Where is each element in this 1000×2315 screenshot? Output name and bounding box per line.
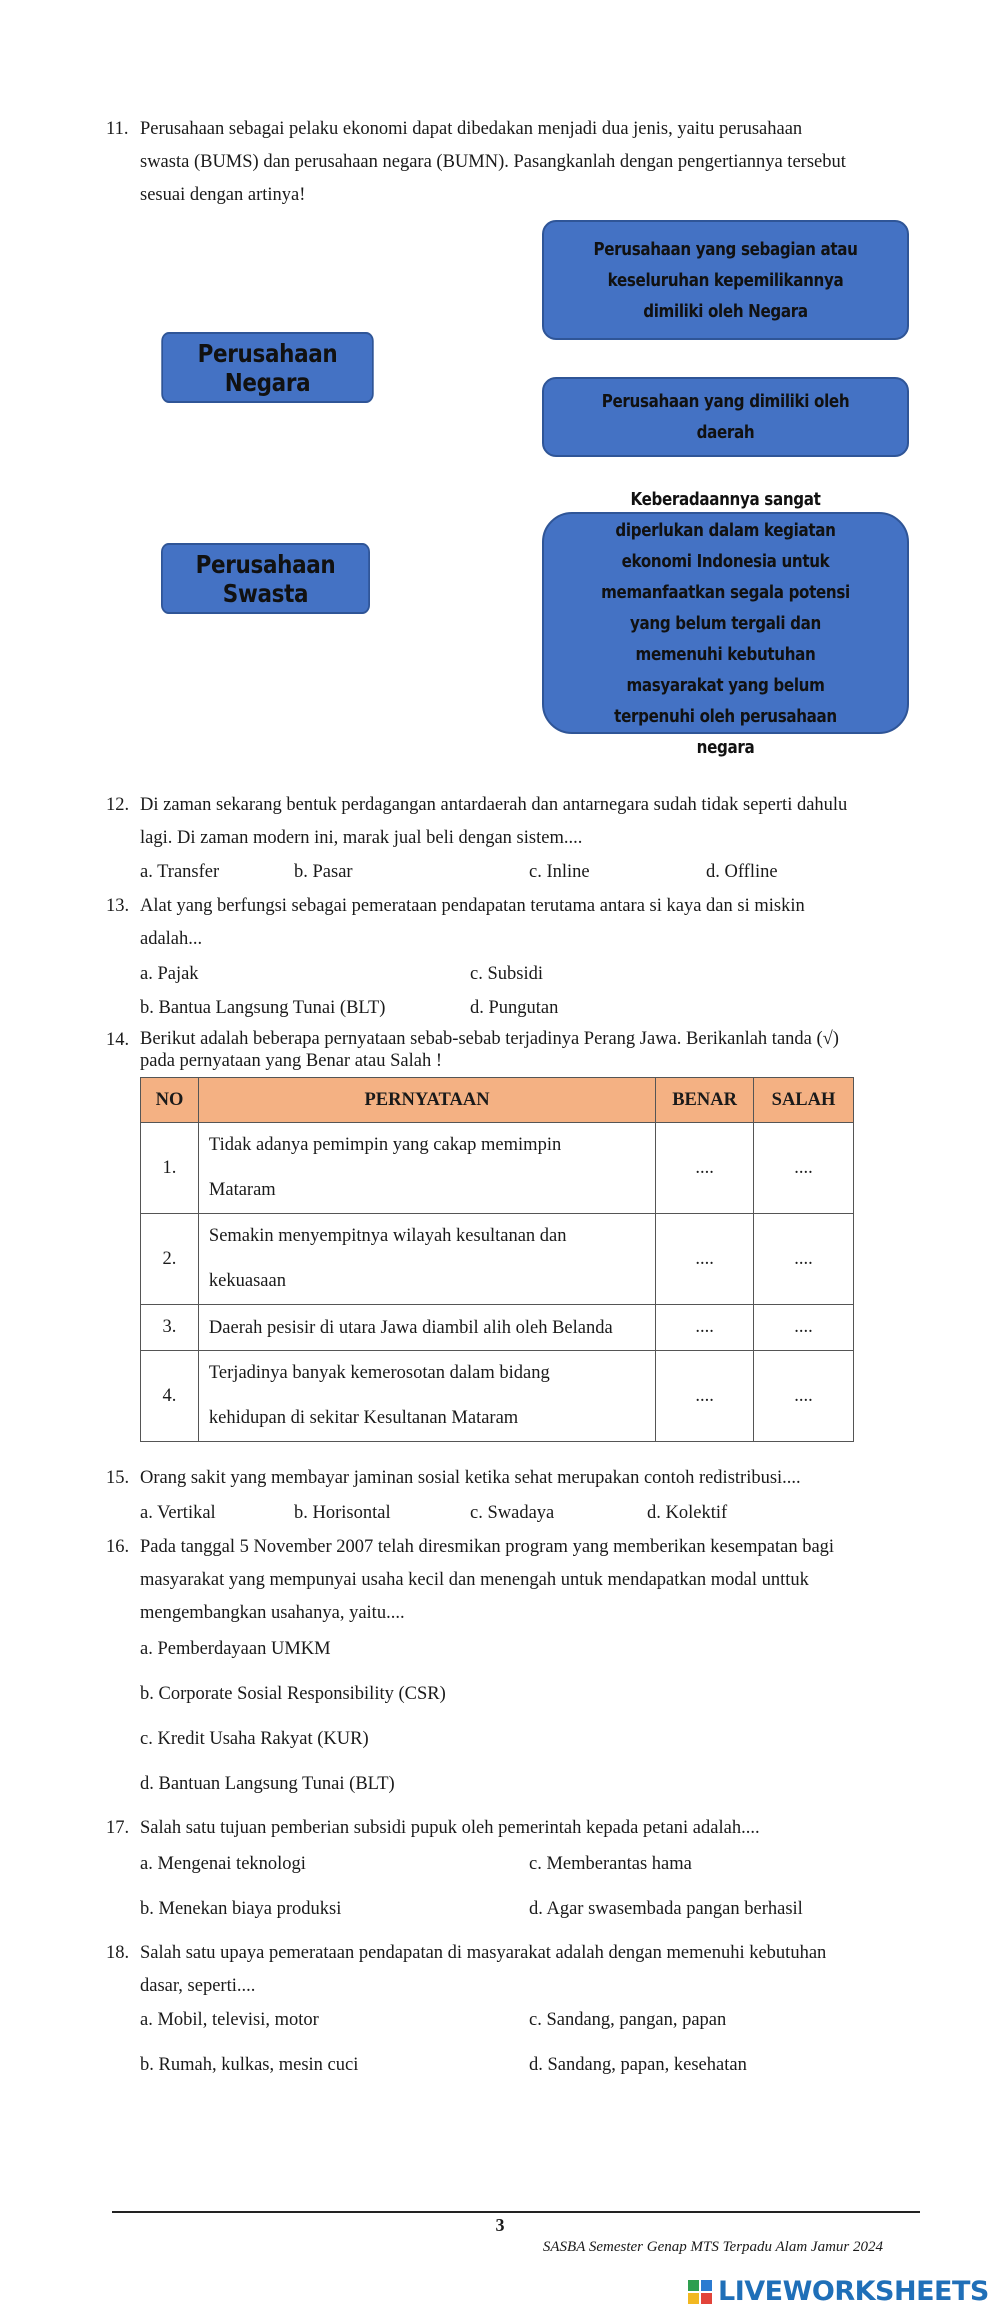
table-row [141,1214,854,1305]
match-target-box-3[interactable]: Keberadaannya sangat diperlukan dalam kegiatan ekonomi Indonesia untuk memanfaatkan segala potensi yang belum tergali dan memenuhi kebutuhan masyarakat yang belum terpenuhi oleh perusahaan negara [542,512,909,734]
statement-cell: Terjadinya banyak kemerosotan dalam bidang kehidupan di sekitar Kesultanan Mataram [198,1351,655,1442]
statement-table [140,1077,854,1442]
option-a[interactable]: a. Mengenai teknologi [140,1854,306,1874]
option-d[interactable]: d. Agar swasembada pangan berhasil [529,1899,803,1919]
table-header-row [141,1078,854,1123]
question-14-text: Berikut adalah beberapa pernyataan sebab-sebab terjadinya Perang Jawa. Berikanlah tanda (√) pada pernyataan yang Benar atau Salah ! [140,1029,839,1071]
option-c[interactable]: c. Sandang, pangan, papan [529,2010,727,2030]
option-c[interactable]: c. Kredit Usaha Rakyat (KUR) [140,1729,369,1749]
statement-cell: Daerah pesisir di utara Jawa diambil alih oleh Belanda [198,1305,655,1351]
option-b[interactable]: b. Pasar [294,862,353,882]
option-a[interactable]: a. Pemberdayaan UMKM [140,1639,331,1659]
option-d[interactable]: d. Bantuan Langsung Tunai (BLT) [140,1774,395,1794]
match-target-box-1[interactable]: Perusahaan yang sebagian atau keseluruhan kepemilikannya dimiliki oleh Negara [542,220,909,340]
question-11-text: Perusahaan sebagai pelaku ekonomi dapat dibedakan menjadi dua jenis, yaitu perusahaan swasta (BUMS) dan perusahaan negara (BUMN). Pasangkanlah dengan pengertiannya tersebut sesuai dengan artinya! [140,119,846,205]
header-benar: BENAR [656,1078,754,1123]
option-b[interactable]: b. Rumah, kulkas, mesin cuci [140,2055,359,2075]
question-number: 17. [106,1818,130,1838]
option-b[interactable]: b. Bantua Langsung Tunai (BLT) [140,998,386,1018]
row-number: 3. [141,1305,199,1351]
liveworksheets-logo[interactable] [688,2276,989,2307]
question-number: 13. [106,896,130,916]
option-a[interactable]: a. Transfer [140,862,220,882]
row-number: 2. [141,1214,199,1305]
option-d[interactable]: d. Sandang, papan, kesehatan [529,2055,747,2075]
question-12-text: Di zaman sekarang bentuk perdagangan antardaerah dan antarnegara sudah tidak seperti dahulu lagi. Di zaman modern ini, marak jual beli dengan sistem.... [140,795,848,848]
option-d[interactable]: d. Kolektif [647,1503,728,1523]
question-number: 15. [106,1468,130,1488]
question-15-text: Orang sakit yang membayar jaminan sosial ketika sehat merupakan contoh redistribusi.... [140,1468,801,1488]
benar-cell[interactable]: .... [656,1123,754,1214]
question-17-text: Salah satu tujuan pemberian subsidi pupuk oleh pemerintah kepada petani adalah.... [140,1818,760,1838]
option-c[interactable]: c. Swadaya [470,1503,555,1523]
match-source-box-negara[interactable]: Perusahaan Negara [161,332,373,403]
question-number: 18. [106,1943,130,1963]
salah-cell[interactable]: .... [754,1214,854,1305]
row-number: 1. [141,1123,199,1214]
question-number: 11. [106,119,129,139]
option-d[interactable]: d. Offline [706,862,778,882]
option-b[interactable]: b. Menekan biaya produksi [140,1899,342,1919]
question-18-text: Salah satu upaya pemerataan pendapatan di masyarakat adalah dengan memenuhi kebutuhan dasar, seperti.... [140,1943,827,1996]
option-a[interactable]: a. Vertikal [140,1503,216,1523]
match-source-box-swasta[interactable]: Perusahaan Swasta [161,543,370,614]
table-row [141,1305,854,1351]
table-row [141,1351,854,1442]
liveworksheets-logo-text: LIVEWORKSHEETS [718,2276,989,2307]
option-b[interactable]: b. Corporate Sosial Responsibility (CSR) [140,1684,446,1704]
option-b[interactable]: b. Horisontal [294,1503,391,1523]
statement-cell: Semakin menyempitnya wilayah kesultanan dan kekuasaan [198,1214,655,1305]
question-13-text: Alat yang berfungsi sebagai pemerataan pendapatan terutama antara si kaya dan si miskin adalah... [140,896,805,949]
liveworksheets-logo-icon [688,2280,712,2304]
option-c[interactable]: c. Inline [529,862,590,882]
option-a[interactable]: a. Pajak [140,964,199,984]
footer-divider [112,2211,920,2213]
footer-exam-title: SASBA Semester Genap MTS Terpadu Alam Jamur 2024 [542,2239,883,2255]
option-d[interactable]: d. Pungutan [470,998,559,1018]
salah-cell[interactable]: .... [754,1351,854,1442]
header-salah: SALAH [754,1078,854,1123]
header-pernyataan: PERNYATAAN [198,1078,655,1123]
header-no: NO [141,1078,199,1123]
benar-cell[interactable]: .... [656,1351,754,1442]
benar-cell[interactable]: .... [656,1214,754,1305]
salah-cell[interactable]: .... [754,1123,854,1214]
page-number: 3 [495,2215,505,2235]
question-number: 16. [106,1537,130,1557]
question-number: 12. [106,795,130,815]
question-number: 14. [106,1030,130,1050]
option-a[interactable]: a. Mobil, televisi, motor [140,2010,319,2030]
salah-cell[interactable]: .... [754,1305,854,1351]
match-target-box-2[interactable]: Perusahaan yang dimiliki oleh daerah [542,377,909,457]
question-16-text: Pada tanggal 5 November 2007 telah diresmikan program yang memberikan kesempatan bagi masyarakat yang mempunyai usaha kecil dan menengah untuk mendapatkan modal unttuk mengembangkan usahanya, yaitu.... [140,1537,835,1623]
option-c[interactable]: c. Subsidi [470,964,543,984]
option-c[interactable]: c. Memberantas hama [529,1854,692,1874]
row-number: 4. [141,1351,199,1442]
statement-cell: Tidak adanya pemimpin yang cakap memimpin Mataram [198,1123,655,1214]
benar-cell[interactable]: .... [656,1305,754,1351]
table-row [141,1123,854,1214]
